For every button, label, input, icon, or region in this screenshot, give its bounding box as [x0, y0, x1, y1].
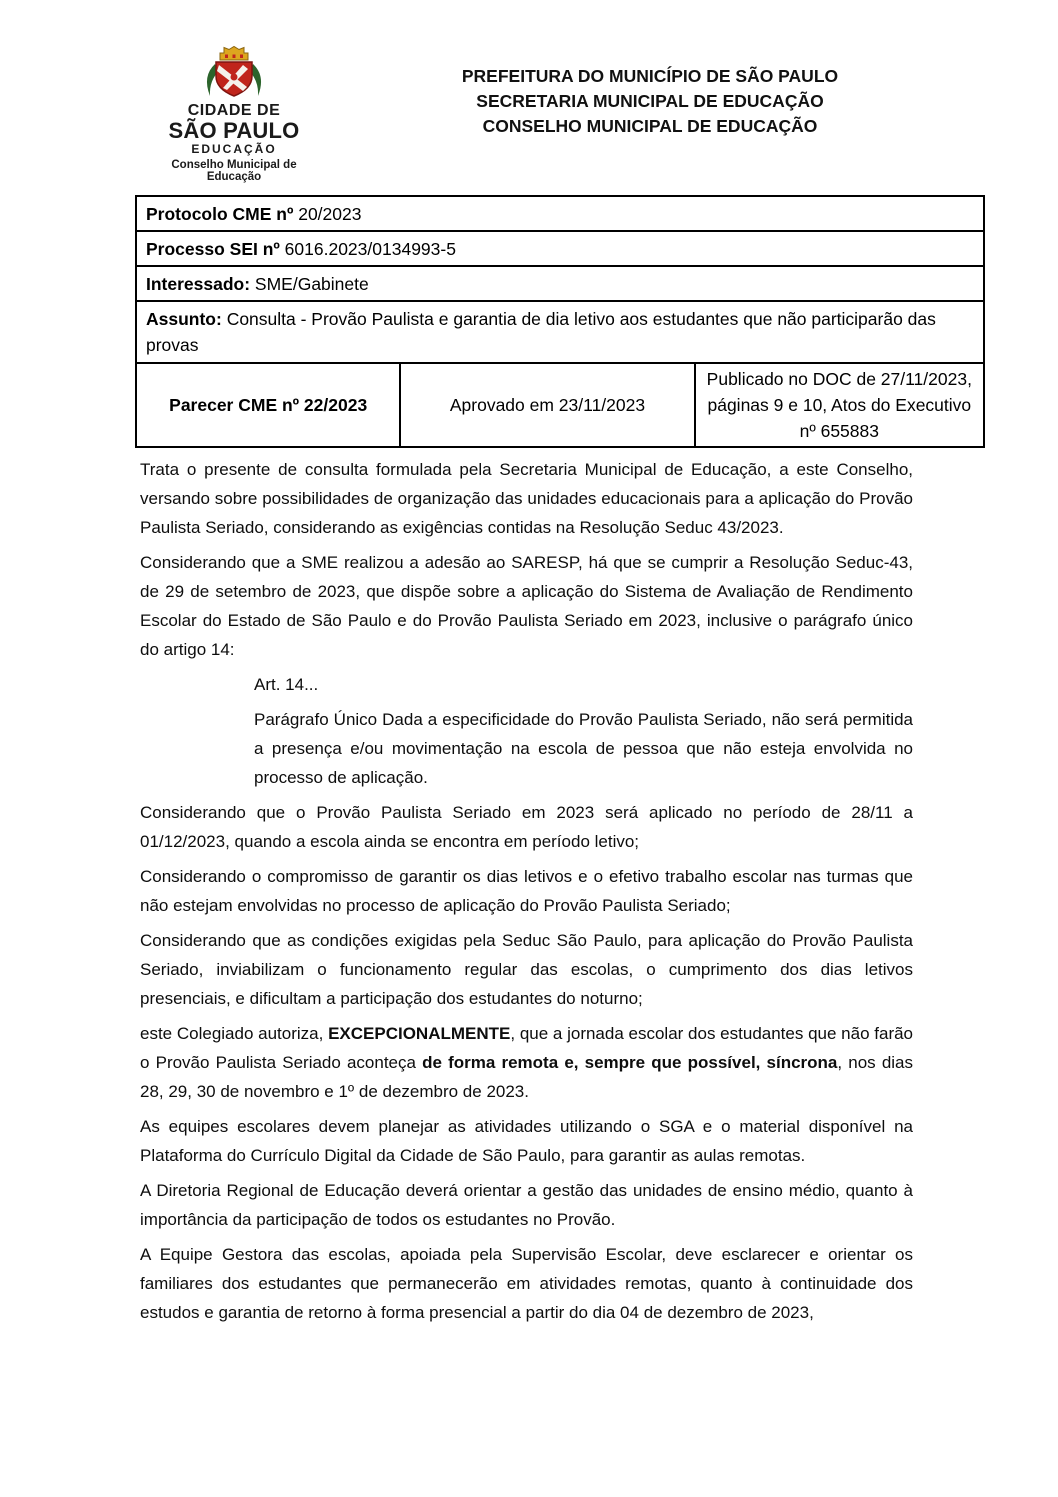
table-row-processo: [136, 231, 984, 266]
equipes-escolares: [140, 1112, 913, 1170]
bold-text-run: de forma remota e, sempre que possível, síncrona: [422, 1053, 838, 1072]
text-run: , que a jornada escolar dos estudantes que não farão o Provão Paulista Seriado aconteça: [140, 1024, 914, 1072]
diretoria-regional: [140, 1176, 913, 1234]
logo-text-cidade-de: CIDADE DE: [187, 102, 281, 119]
quote-paragrafo-unico: [140, 705, 913, 792]
text-run: A Equipe Gestora das escolas, apoiada pela Supervisão Escolar, deve esclarecer e orientar os familiares dos estudantes que permanecerão em atividades remotas, quanto à continuidade dos estudos e garantia de retorno à forma presencial a partir do dia 04 de dezembro de 2023,: [140, 1245, 913, 1322]
protocolo-label: Protocolo CME nº: [146, 203, 294, 224]
logo-text-educacao: EDUCAÇÃO: [191, 142, 277, 157]
text-run: , nos dias 28, 29, 30 de novembro e 1º de dezembro de 2023.: [140, 1053, 913, 1101]
document-body: [140, 455, 913, 1327]
parecer-cell: Parecer CME nº 22/2023: [136, 363, 400, 447]
table-row-protocolo: [136, 196, 984, 231]
text-run: Considerando que as condições exigidas pela Seduc São Paulo, para aplicação do Provão Paulista Seriado, inviabilizam o funcionamento regular das escolas, o cumprimento dos dias letivos presenciais, e dificultam a participação dos estudantes do noturno;: [140, 931, 913, 1008]
org-line-secretaria: SECRETARIA MUNICIPAL DE EDUCAÇÃO: [476, 91, 824, 111]
sao-paulo-coat-of-arms-icon: [199, 44, 269, 100]
intro-paragraph: [140, 455, 913, 542]
table-row-parecer: [136, 363, 984, 447]
table-row-assunto: [136, 301, 984, 363]
info-table: [135, 195, 985, 448]
text-run: Considerando o compromisso de garantir os dias letivos e o efetivo trabalho escolar nas turmas que não estejam envolvidas no processo de aplicação do Provão Paulista Seriado;: [140, 867, 913, 915]
text-run: este Colegiado autoriza,: [140, 1024, 329, 1043]
text-run: Considerando que o Provão Paulista Seriado em 2023 será aplicado no período de 28/11 a 01/12/2023, quando a escola ainda se encontra em período letivo;: [140, 803, 913, 851]
org-line-prefeitura: PREFEITURA DO MUNICÍPIO DE SÃO PAULO: [461, 66, 839, 86]
considerando-saresp: [140, 548, 913, 664]
text-run: Art. 14...: [254, 675, 319, 694]
interessado-value: SME/Gabinete: [250, 273, 369, 294]
assunto-label: Assunto:: [146, 309, 222, 329]
aprovado-cell: Aprovado em 23/11/2023: [400, 363, 694, 447]
assunto-value: Consulta - Provão Paulista e garantia de dia letivo aos estudantes que não participarão das provas: [146, 309, 936, 355]
processo-label: Processo SEI nº: [146, 238, 280, 259]
quote-art-14: [140, 670, 913, 699]
text-run: Considerando que a SME realizou a adesão ao SARESP, há que se cumprir a Resolução Seduc-43, de 29 de setembro de 2023, que dispõe sobre a aplicação do Sistema de Avaliação de Rendimento Escolar do Estado de São Paulo e do Provão Paulista Seriado em 2023, inclusive o parágrafo único do artigo 14:: [140, 553, 913, 659]
equipe-gestora: [140, 1240, 913, 1327]
interessado-label: Interessado:: [146, 273, 251, 294]
considerando-periodo: [140, 798, 913, 856]
protocolo-value: 20/2023: [293, 203, 362, 224]
publicado-cell: Publicado no DOC de 27/11/2023, páginas 9 e 10, Atos do Executivo nº 655883: [695, 363, 984, 447]
org-line-conselho: CONSELHO MUNICIPAL DE EDUCAÇÃO: [482, 116, 818, 136]
processo-value: 6016.2023/0134993-5: [279, 238, 456, 259]
considerando-compromisso: [140, 862, 913, 920]
org-title-block: [320, 64, 980, 139]
text-run: A Diretoria Regional de Educação deverá orientar a gestão das unidades de ensino médio, quanto à importância da participação de todos os estudantes no Provão.: [140, 1181, 913, 1229]
logo-text-conselho: Conselho Municipal de Educação: [171, 158, 297, 184]
considerando-condicoes: [140, 926, 913, 1013]
autorizacao-excepcional: [140, 1019, 913, 1106]
logo-text-sao-paulo: SÃO PAULO: [168, 118, 300, 144]
text-run: Parágrafo Único Dada a especificidade do Provão Paulista Seriado, não será permitida a presença e/ou movimentação na escola de pessoa que não esteja envolvida no processo de aplicação.: [254, 710, 913, 787]
bold-text-run: EXCEPCIONALMENTE: [328, 1024, 511, 1043]
table-row-interessado: [136, 266, 984, 301]
text-run: Trata o presente de consulta formulada pela Secretaria Municipal de Educação, a este Conselho, versando sobre possibilidades de organização das unidades educacionais para a aplicação do Provão Paulista Seriado, considerando as exigências contidas na Resolução Seduc 43/2023.: [140, 460, 913, 537]
sp-education-logo: [150, 44, 318, 184]
text-run: As equipes escolares devem planejar as atividades utilizando o SGA e o material disponível na Plataforma do Currículo Digital da Cidade de São Paulo, para garantir as aulas remotas.: [140, 1117, 913, 1165]
